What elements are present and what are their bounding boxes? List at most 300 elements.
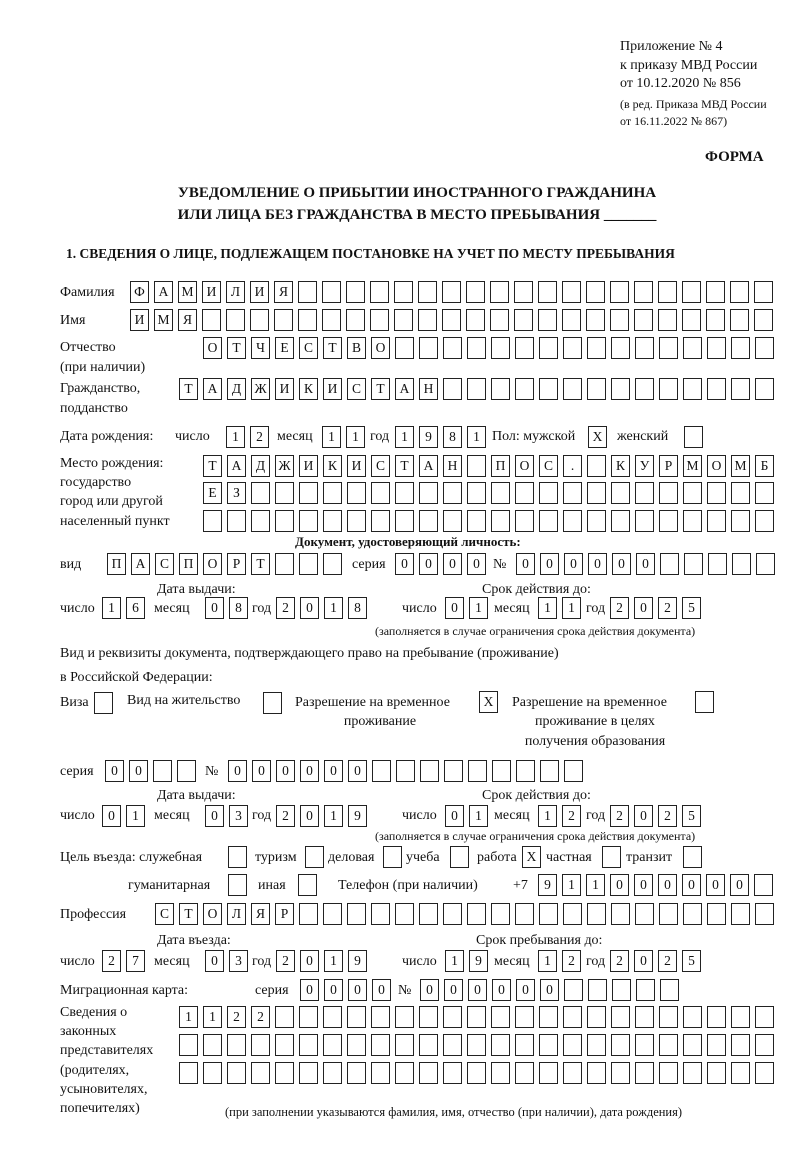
char-box[interactable] [588, 979, 607, 1001]
char-box[interactable]: 2 [610, 950, 629, 972]
char-box[interactable]: 0 [658, 874, 677, 896]
char-box[interactable] [635, 378, 654, 400]
char-box[interactable]: Я [251, 903, 270, 925]
char-box[interactable] [539, 1062, 558, 1084]
char-box[interactable] [323, 553, 342, 575]
char-box[interactable] [706, 281, 725, 303]
char-box[interactable] [611, 903, 630, 925]
char-box[interactable] [539, 337, 558, 359]
char-box[interactable]: О [203, 553, 222, 575]
char-box[interactable]: 9 [469, 950, 488, 972]
char-box[interactable]: 0 [564, 553, 583, 575]
char-box[interactable]: 0 [324, 979, 343, 1001]
char-box[interactable]: 2 [250, 426, 269, 448]
char-box[interactable] [251, 1034, 270, 1056]
char-box[interactable] [611, 482, 630, 504]
char-box[interactable] [635, 510, 654, 532]
char-box[interactable]: 2 [227, 1006, 246, 1028]
char-box[interactable]: 2 [610, 805, 629, 827]
char-box[interactable]: 2 [276, 950, 295, 972]
char-box[interactable] [371, 482, 390, 504]
char-box[interactable]: О [515, 455, 534, 477]
char-box[interactable]: 1 [324, 805, 343, 827]
char-box[interactable] [754, 874, 773, 896]
char-box[interactable] [153, 760, 172, 782]
purpose-business-checkbox[interactable] [383, 846, 402, 868]
char-box[interactable]: 0 [205, 597, 224, 619]
char-box[interactable] [730, 309, 749, 331]
char-box[interactable] [442, 281, 461, 303]
char-box[interactable]: 0 [636, 553, 655, 575]
char-box[interactable]: 0 [588, 553, 607, 575]
char-box[interactable] [395, 1006, 414, 1028]
char-box[interactable] [467, 903, 486, 925]
char-box[interactable]: Т [323, 337, 342, 359]
char-box[interactable] [634, 309, 653, 331]
char-box[interactable] [563, 1006, 582, 1028]
char-box[interactable] [659, 1034, 678, 1056]
char-box[interactable]: 1 [538, 805, 557, 827]
char-box[interactable] [466, 309, 485, 331]
char-box[interactable] [419, 510, 438, 532]
char-box[interactable] [587, 1006, 606, 1028]
char-box[interactable] [323, 510, 342, 532]
char-box[interactable]: Т [179, 903, 198, 925]
char-box[interactable]: Б [755, 455, 774, 477]
char-box[interactable]: 0 [300, 950, 319, 972]
char-box[interactable]: П [491, 455, 510, 477]
char-box[interactable] [419, 482, 438, 504]
char-box[interactable]: 0 [129, 760, 148, 782]
char-box[interactable]: И [323, 378, 342, 400]
char-box[interactable]: С [371, 455, 390, 477]
char-box[interactable]: Е [275, 337, 294, 359]
char-box[interactable]: А [395, 378, 414, 400]
char-box[interactable]: 1 [469, 805, 488, 827]
char-box[interactable]: И [299, 455, 318, 477]
char-box[interactable] [683, 337, 702, 359]
char-box[interactable]: 0 [419, 553, 438, 575]
visa-checkbox[interactable] [94, 692, 113, 714]
char-box[interactable]: 0 [634, 805, 653, 827]
char-box[interactable] [371, 510, 390, 532]
char-box[interactable]: А [154, 281, 173, 303]
char-box[interactable]: О [203, 903, 222, 925]
char-box[interactable]: 0 [468, 979, 487, 1001]
char-box[interactable] [491, 1006, 510, 1028]
char-box[interactable]: 1 [324, 597, 343, 619]
char-box[interactable]: 0 [444, 979, 463, 1001]
char-box[interactable] [179, 1062, 198, 1084]
char-box[interactable]: 8 [229, 597, 248, 619]
char-box[interactable] [731, 510, 750, 532]
char-box[interactable]: И [347, 455, 366, 477]
char-box[interactable] [516, 760, 535, 782]
char-box[interactable]: Н [419, 378, 438, 400]
char-box[interactable] [395, 903, 414, 925]
char-box[interactable] [370, 309, 389, 331]
char-box[interactable]: 0 [205, 950, 224, 972]
char-box[interactable]: 3 [229, 950, 248, 972]
char-box[interactable] [682, 309, 701, 331]
char-box[interactable] [419, 1006, 438, 1028]
char-box[interactable]: М [683, 455, 702, 477]
purpose-transit-checkbox[interactable] [683, 846, 702, 868]
char-box[interactable]: А [419, 455, 438, 477]
char-box[interactable] [563, 482, 582, 504]
char-box[interactable] [755, 337, 774, 359]
char-box[interactable] [443, 1062, 462, 1084]
char-box[interactable] [466, 281, 485, 303]
char-box[interactable] [611, 1034, 630, 1056]
char-box[interactable]: 5 [682, 597, 701, 619]
char-box[interactable] [514, 281, 533, 303]
char-box[interactable] [611, 378, 630, 400]
char-box[interactable]: 0 [634, 597, 653, 619]
char-box[interactable]: И [202, 281, 221, 303]
char-box[interactable] [515, 378, 534, 400]
char-box[interactable] [706, 309, 725, 331]
char-box[interactable]: М [178, 281, 197, 303]
char-box[interactable] [372, 760, 391, 782]
char-box[interactable]: 2 [610, 597, 629, 619]
char-box[interactable] [419, 903, 438, 925]
char-box[interactable] [683, 1006, 702, 1028]
char-box[interactable] [322, 281, 341, 303]
char-box[interactable]: 2 [658, 805, 677, 827]
char-box[interactable]: 0 [420, 979, 439, 1001]
char-box[interactable] [491, 510, 510, 532]
char-box[interactable]: 0 [300, 805, 319, 827]
char-box[interactable] [756, 553, 775, 575]
char-box[interactable] [755, 510, 774, 532]
char-box[interactable] [731, 1006, 750, 1028]
char-box[interactable] [538, 281, 557, 303]
char-box[interactable] [515, 482, 534, 504]
sex-male-checkbox[interactable]: X [588, 426, 607, 448]
char-box[interactable]: 1 [322, 426, 341, 448]
char-box[interactable] [420, 760, 439, 782]
char-box[interactable] [610, 281, 629, 303]
purpose-private-checkbox[interactable] [602, 846, 621, 868]
char-box[interactable] [467, 1062, 486, 1084]
char-box[interactable] [371, 1034, 390, 1056]
char-box[interactable]: 0 [348, 760, 367, 782]
char-box[interactable] [586, 309, 605, 331]
char-box[interactable] [755, 378, 774, 400]
char-box[interactable] [322, 309, 341, 331]
char-box[interactable]: 0 [540, 553, 559, 575]
char-box[interactable] [635, 903, 654, 925]
char-box[interactable] [371, 1006, 390, 1028]
char-box[interactable]: 2 [276, 805, 295, 827]
char-box[interactable] [394, 281, 413, 303]
char-box[interactable] [419, 1034, 438, 1056]
char-box[interactable] [708, 553, 727, 575]
char-box[interactable] [707, 510, 726, 532]
char-box[interactable]: И [250, 281, 269, 303]
char-box[interactable] [299, 1006, 318, 1028]
char-box[interactable] [755, 1034, 774, 1056]
char-box[interactable]: Ж [275, 455, 294, 477]
char-box[interactable]: Я [178, 309, 197, 331]
char-box[interactable] [755, 1062, 774, 1084]
char-box[interactable] [467, 482, 486, 504]
char-box[interactable]: 0 [610, 874, 629, 896]
char-box[interactable] [515, 1034, 534, 1056]
char-box[interactable] [683, 1034, 702, 1056]
char-box[interactable]: 1 [203, 1006, 222, 1028]
char-box[interactable] [227, 1062, 246, 1084]
char-box[interactable] [418, 281, 437, 303]
char-box[interactable] [682, 281, 701, 303]
char-box[interactable] [443, 482, 462, 504]
char-box[interactable] [467, 378, 486, 400]
char-box[interactable]: 2 [658, 950, 677, 972]
char-box[interactable] [515, 1006, 534, 1028]
char-box[interactable]: О [707, 455, 726, 477]
char-box[interactable] [490, 281, 509, 303]
char-box[interactable] [659, 1006, 678, 1028]
char-box[interactable] [587, 1062, 606, 1084]
char-box[interactable]: 0 [516, 553, 535, 575]
char-box[interactable] [563, 378, 582, 400]
char-box[interactable] [323, 1062, 342, 1084]
char-box[interactable] [731, 378, 750, 400]
residence-checkbox[interactable] [263, 692, 282, 714]
char-box[interactable] [611, 337, 630, 359]
char-box[interactable] [443, 378, 462, 400]
char-box[interactable] [564, 979, 583, 1001]
char-box[interactable] [371, 1062, 390, 1084]
char-box[interactable] [227, 510, 246, 532]
char-box[interactable]: 1 [126, 805, 145, 827]
char-box[interactable]: Н [443, 455, 462, 477]
char-box[interactable]: А [227, 455, 246, 477]
char-box[interactable]: 9 [538, 874, 557, 896]
char-box[interactable] [227, 1034, 246, 1056]
char-box[interactable] [323, 1006, 342, 1028]
char-box[interactable] [419, 337, 438, 359]
sex-female-checkbox[interactable] [684, 426, 703, 448]
char-box[interactable]: Т [227, 337, 246, 359]
char-box[interactable] [275, 553, 294, 575]
char-box[interactable] [298, 309, 317, 331]
char-box[interactable]: . [563, 455, 582, 477]
char-box[interactable]: У [635, 455, 654, 477]
char-box[interactable] [731, 337, 750, 359]
char-box[interactable] [443, 337, 462, 359]
char-box[interactable] [587, 1034, 606, 1056]
char-box[interactable] [707, 1034, 726, 1056]
char-box[interactable]: 8 [348, 597, 367, 619]
char-box[interactable] [299, 1034, 318, 1056]
char-box[interactable]: 1 [469, 597, 488, 619]
char-box[interactable] [707, 903, 726, 925]
char-box[interactable] [707, 482, 726, 504]
char-box[interactable] [347, 510, 366, 532]
edu-permit-checkbox[interactable] [695, 691, 714, 713]
char-box[interactable] [443, 903, 462, 925]
char-box[interactable]: Р [659, 455, 678, 477]
char-box[interactable] [467, 510, 486, 532]
char-box[interactable] [203, 510, 222, 532]
char-box[interactable] [587, 337, 606, 359]
purpose-work-checkbox[interactable]: X [522, 846, 541, 868]
char-box[interactable]: 0 [102, 805, 121, 827]
char-box[interactable] [539, 903, 558, 925]
char-box[interactable]: С [155, 903, 174, 925]
char-box[interactable] [515, 510, 534, 532]
char-box[interactable] [177, 760, 196, 782]
purpose-other-checkbox[interactable] [298, 874, 317, 896]
char-box[interactable] [347, 1034, 366, 1056]
char-box[interactable] [635, 1062, 654, 1084]
char-box[interactable] [660, 979, 679, 1001]
char-box[interactable] [251, 510, 270, 532]
char-box[interactable]: С [299, 337, 318, 359]
char-box[interactable]: С [347, 378, 366, 400]
char-box[interactable] [636, 979, 655, 1001]
char-box[interactable] [347, 1062, 366, 1084]
char-box[interactable]: 0 [612, 553, 631, 575]
char-box[interactable]: 0 [492, 979, 511, 1001]
char-box[interactable] [563, 1062, 582, 1084]
char-box[interactable] [658, 281, 677, 303]
char-box[interactable] [659, 510, 678, 532]
char-box[interactable] [586, 281, 605, 303]
char-box[interactable] [491, 903, 510, 925]
char-box[interactable] [683, 510, 702, 532]
char-box[interactable]: 0 [105, 760, 124, 782]
char-box[interactable] [443, 1034, 462, 1056]
char-box[interactable] [250, 309, 269, 331]
char-box[interactable]: 2 [658, 597, 677, 619]
char-box[interactable] [731, 482, 750, 504]
char-box[interactable] [275, 482, 294, 504]
char-box[interactable]: 0 [516, 979, 535, 1001]
char-box[interactable] [468, 760, 487, 782]
char-box[interactable]: 0 [706, 874, 725, 896]
char-box[interactable] [443, 1006, 462, 1028]
char-box[interactable]: И [275, 378, 294, 400]
char-box[interactable] [683, 482, 702, 504]
char-box[interactable] [587, 510, 606, 532]
char-box[interactable] [323, 482, 342, 504]
char-box[interactable]: И [130, 309, 149, 331]
char-box[interactable]: 2 [562, 950, 581, 972]
char-box[interactable] [467, 1034, 486, 1056]
char-box[interactable]: 5 [682, 950, 701, 972]
char-box[interactable]: 2 [562, 805, 581, 827]
char-box[interactable] [370, 281, 389, 303]
char-box[interactable] [299, 482, 318, 504]
char-box[interactable]: 1 [395, 426, 414, 448]
char-box[interactable] [491, 378, 510, 400]
char-box[interactable] [299, 903, 318, 925]
char-box[interactable]: 0 [682, 874, 701, 896]
char-box[interactable] [323, 1034, 342, 1056]
char-box[interactable]: 0 [252, 760, 271, 782]
char-box[interactable] [226, 309, 245, 331]
char-box[interactable]: 3 [229, 805, 248, 827]
char-box[interactable]: Т [179, 378, 198, 400]
char-box[interactable]: П [107, 553, 126, 575]
char-box[interactable]: 0 [300, 979, 319, 1001]
char-box[interactable] [540, 760, 559, 782]
char-box[interactable]: 0 [445, 805, 464, 827]
char-box[interactable]: М [731, 455, 750, 477]
char-box[interactable]: 1 [586, 874, 605, 896]
char-box[interactable] [396, 760, 415, 782]
char-box[interactable] [587, 378, 606, 400]
char-box[interactable]: Р [227, 553, 246, 575]
char-box[interactable] [298, 281, 317, 303]
char-box[interactable] [395, 337, 414, 359]
char-box[interactable] [203, 1062, 222, 1084]
char-box[interactable] [323, 903, 342, 925]
char-box[interactable] [587, 903, 606, 925]
char-box[interactable]: 0 [443, 553, 462, 575]
char-box[interactable]: 0 [395, 553, 414, 575]
char-box[interactable] [612, 979, 631, 1001]
char-box[interactable]: 1 [179, 1006, 198, 1028]
char-box[interactable] [275, 1034, 294, 1056]
char-box[interactable]: 0 [228, 760, 247, 782]
char-box[interactable] [707, 378, 726, 400]
char-box[interactable] [514, 309, 533, 331]
char-box[interactable]: Д [251, 455, 270, 477]
char-box[interactable]: 0 [467, 553, 486, 575]
char-box[interactable] [395, 482, 414, 504]
char-box[interactable] [347, 482, 366, 504]
char-box[interactable] [587, 482, 606, 504]
char-box[interactable]: Р [275, 903, 294, 925]
char-box[interactable] [539, 378, 558, 400]
char-box[interactable] [659, 378, 678, 400]
char-box[interactable]: В [347, 337, 366, 359]
char-box[interactable] [563, 1034, 582, 1056]
char-box[interactable]: Ф [130, 281, 149, 303]
char-box[interactable]: 7 [126, 950, 145, 972]
char-box[interactable]: 0 [348, 979, 367, 1001]
char-box[interactable] [562, 309, 581, 331]
char-box[interactable] [707, 1062, 726, 1084]
char-box[interactable] [635, 1034, 654, 1056]
char-box[interactable]: С [155, 553, 174, 575]
char-box[interactable]: А [203, 378, 222, 400]
char-box[interactable]: 0 [324, 760, 343, 782]
char-box[interactable] [659, 337, 678, 359]
char-box[interactable]: 1 [445, 950, 464, 972]
char-box[interactable]: Д [227, 378, 246, 400]
char-box[interactable] [491, 1034, 510, 1056]
char-box[interactable]: 0 [730, 874, 749, 896]
char-box[interactable] [515, 903, 534, 925]
char-box[interactable]: 2 [276, 597, 295, 619]
char-box[interactable] [707, 337, 726, 359]
char-box[interactable] [730, 281, 749, 303]
char-box[interactable]: О [203, 337, 222, 359]
char-box[interactable] [491, 1062, 510, 1084]
char-box[interactable]: 0 [300, 597, 319, 619]
purpose-tourism-checkbox[interactable] [305, 846, 324, 868]
char-box[interactable] [755, 1006, 774, 1028]
char-box[interactable]: 5 [682, 805, 701, 827]
char-box[interactable]: М [154, 309, 173, 331]
char-box[interactable] [491, 337, 510, 359]
char-box[interactable] [659, 1062, 678, 1084]
